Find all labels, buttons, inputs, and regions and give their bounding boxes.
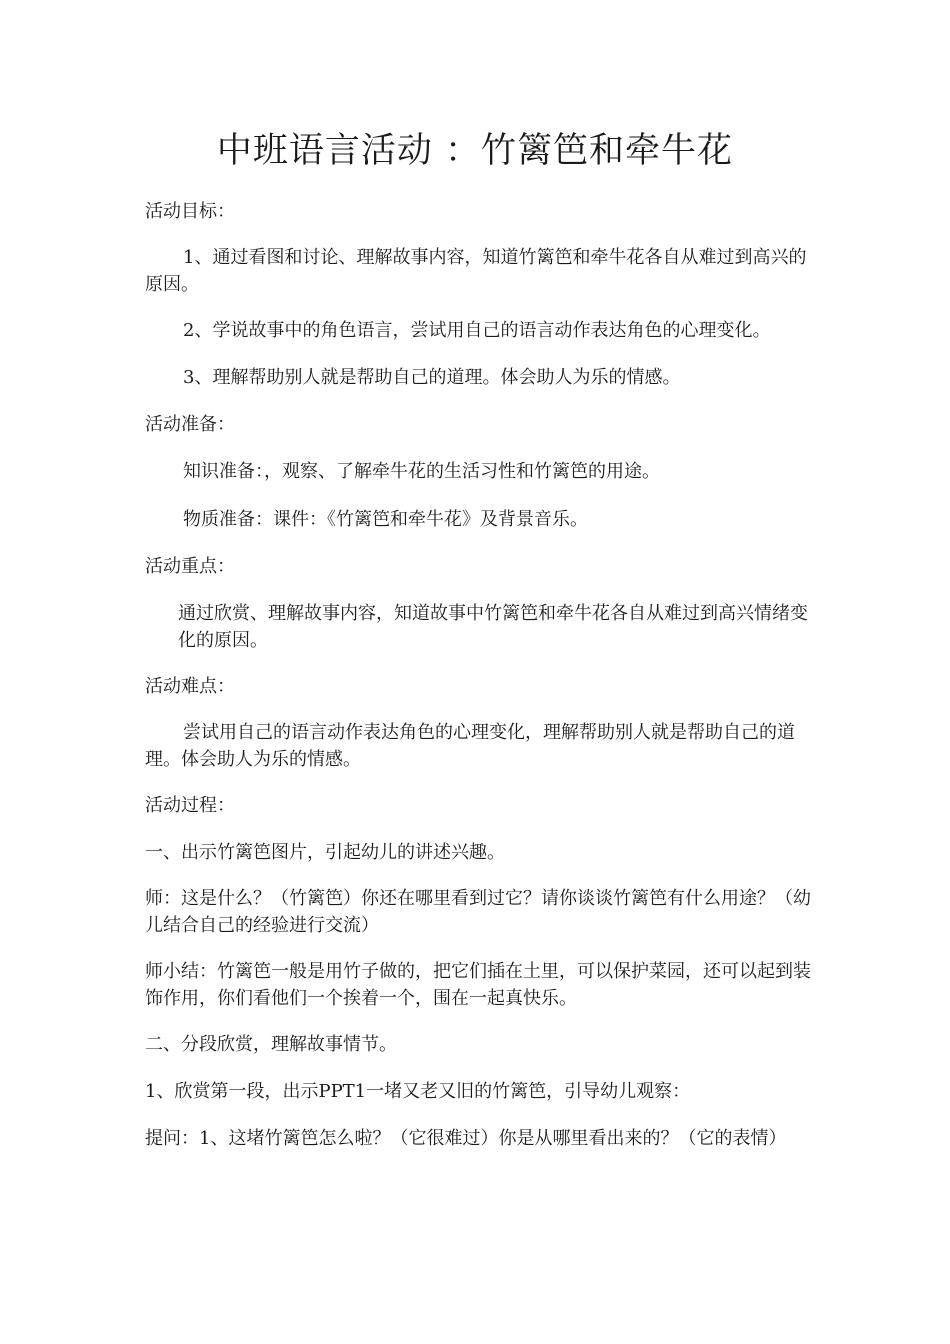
activity-difficulty-text: 尝试用自己的语言动作表达角色的心理变化，理解帮助别人就是帮助自己的道理。体会助人为乐的情感。 xyxy=(145,722,795,770)
process-step-2: 二、分段欣赏，理解故事情节。 xyxy=(145,1034,397,1055)
goal-item-1: 1、通过看图和讨论、理解故事内容，知道竹篱笆和牵牛花各自从难过到高兴的原因。 xyxy=(145,247,807,295)
goal-item-3: 3、理解帮助别人就是帮助自己的道理。体会助人为乐的情感。 xyxy=(183,367,681,388)
heading-activity-process: 活动过程： xyxy=(145,795,235,816)
activity-focus-text: 通过欣赏、理解故事内容，知道故事中竹篱笆和牵牛花各自从难过到高兴情绪变化的原因。 xyxy=(178,603,808,651)
teacher-summary: 师小结：竹篱笆一般是用竹子做的，把它们插在土里，可以保护菜园，还可以起到装饰作用，你们看他们一个挨着一个，围在一起真快乐。 xyxy=(145,961,811,1009)
knowledge-preparation: 知识准备：，观察、了解牵牛花的生活习性和竹篱笆的用途。 xyxy=(183,461,660,482)
material-preparation: 物质准备：课件：《竹篱笆和牵牛花》及背景音乐。 xyxy=(183,509,588,530)
process-step-1: 一、出示竹篱笆图片，引起幼儿的讲述兴趣。 xyxy=(145,842,505,863)
heading-activity-focus: 活动重点： xyxy=(145,556,235,577)
heading-activity-preparation: 活动准备： xyxy=(145,414,235,435)
question-1: 提问：1、这堵竹篱笆怎么啦？（它很难过）你是从哪里看出来的？（它的表情） xyxy=(145,1128,787,1149)
teacher-question: 师：这是什么？（竹篱笆）你还在哪里看到过它？请你谈谈竹篱笆有什么用途？（幼儿结合自己的经验进行交流） xyxy=(145,888,811,936)
goal-item-2: 2、学说故事中的角色语言，尝试用自己的语言动作表达角色的心理变化。 xyxy=(183,320,771,341)
document-title: 中班语言活动 ：竹篱笆和牵牛花 xyxy=(216,131,734,171)
heading-activity-goals: 活动目标： xyxy=(145,201,235,222)
heading-activity-difficulty: 活动难点： xyxy=(145,676,235,697)
appreciate-segment-1: 1、欣赏第一段，出示PPT1一堵又老又旧的竹篱笆，引导幼儿观察： xyxy=(145,1081,691,1102)
